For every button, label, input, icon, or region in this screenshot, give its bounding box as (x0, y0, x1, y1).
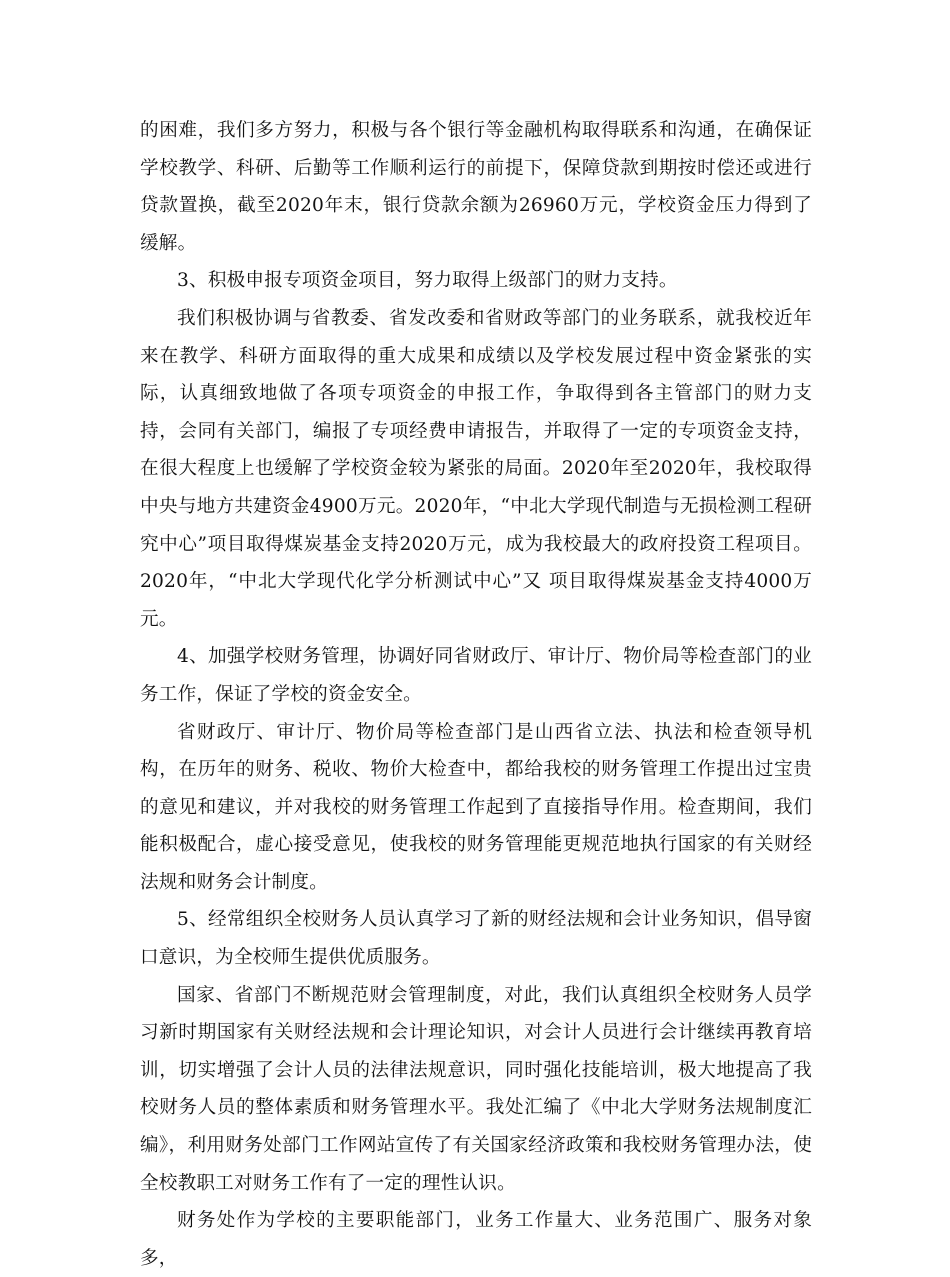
paragraph-3: 我们积极协调与省教委、省发改委和省财政等部门的业务联系，就我校近年来在教学、科研方面取得的重大成果和成绩以及学校发展过程中资金紧张的实际，认真细致地做了各项专项资金的申报工作，争取得到各主管部门的财力支持，会同有关部门，编报了专项经费申请报告，并取得了一定的专项资金支持，在很大程度上也缓解了学校资金较为紧张的局面。2020年至2020年，我校取得中央与地方共建资金4900万元。2020年，“中北大学现代制造与无损检测工程研究中心”项目取得煤炭基金支持2020万元，成为我校最大的政府投资工程项目。2020年，“中北大学现代化学分析测试中心”又 项目取得煤炭基金支持4000万元。 (140, 307, 812, 630)
paragraph-8: 财务处作为学校的主要职能部门，业务工作量大、业务范围广、服务对象多， (140, 1210, 812, 1269)
paragraph-2-heading: 3、积极申报专项资金项目，努力取得上级部门的财力支持。 (177, 270, 678, 292)
paragraph-5: 省财政厅、审计厅、物价局等检查部门是山西省立法、执法和检查领导机构，在历年的财务、税收、物价大检查中，都给我校的财务管理工作提出过宝贵的意见和建议，并对我校的财务管理工作起到了直接指导作用。检查期间，我们能积极配合，虚心接受意见，使我校的财务管理能更规范地执行国家的有关财经法规和财务会计制度。 (140, 721, 812, 893)
paragraph-4-heading: 4、加强学校财务管理，协调好同省财政厅、审计厅、物价局等检查部门的业务工作，保证了学校的资金安全。 (140, 646, 812, 705)
document-page (140, 112, 812, 1277)
paragraph-6-heading: 5、经常组织全校财务人员认真学习了新的财经法规和会计业务知识，倡导窗口意识，为全校师生提供优质服务。 (140, 909, 812, 969)
paragraph-7: 国家、省部门不断规范财会管理制度，对此，我们认真组织全校财务人员学习新时期国家有关财经法规和会计理论知识，对会计人员进行会计继续再教育培训，切实增强了会计人员的法律法规意识，同时强化技能培训，极大地提高了我校财务人员的整体素质和财务管理水平。我处汇编了《中北大学财务法规制度汇编》，利用财务处部门工作网站宣传了有关国家经济政策和我校财务管理办法，使全校教职工对财务工作有了一定的理性认识。 (140, 984, 812, 1194)
paragraph-1: 的困难，我们多方努力，积极与各个银行等金融机构取得联系和沟通，在确保证学校教学、科研、后勤等工作顺利运行的前提下，保障贷款到期按时偿还或进行贷款置换，截至2020年末，银行贷款余额为26960万元，学校资金压力得到了缓解。 (140, 120, 812, 254)
